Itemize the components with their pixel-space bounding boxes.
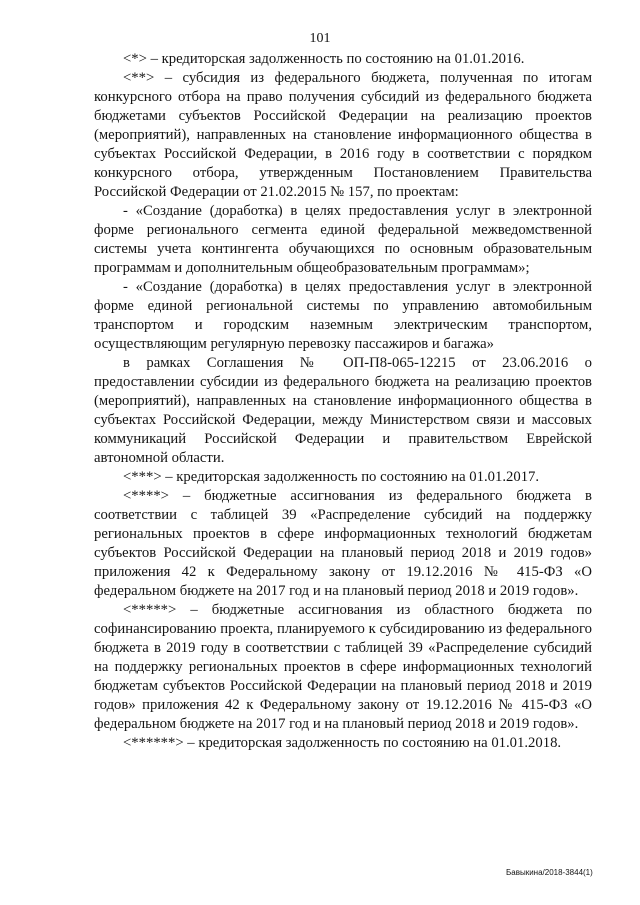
document-code: Бавыкина/2018-3844(1) <box>506 868 593 877</box>
footnote-1: <*> – кредиторская задолженность по состоянию на 01.01.2016. <box>123 51 525 67</box>
footnote-3: <***> – кредиторская задолженность по состоянию на 01.01.2017. <box>123 469 540 485</box>
footnote-6: <******> – кредиторская задолженность по состоянию на 01.01.2018. <box>123 735 562 751</box>
document-body <box>94 50 592 753</box>
page-number: 101 <box>309 31 331 46</box>
footnote-2: <**> – субсидия из федерального бюджета, полученная по итогам конкурсного отбора на право получения субсидий из федерального бюджета бюджетами субъектов Российской Федерации на реализацию проектов (мероприятий), направленных на становление информационного общества в субъектах Российской Федерации, в 2016 году в соответствии с порядком конкурсного отбора, утвержденным Постановлением Правительства Российской Федерации от 21.02.2015 № 157, по проектам: <box>94 70 592 200</box>
project-item-1: - «Создание (доработка) в целях предоставления услуг в электронной форме регионального сегмента единой федеральной межведомственной системы учета контингента обучающихся по основным образовательным программам и дополнительным общеобразовательным программам»; <box>94 203 592 276</box>
footnote-4: <****> – бюджетные ассигнования из федерального бюджета в соответствии с таблицей 39 «Распределение субсидий на поддержку региональных проектов в сфере информационных технологий бюджетам субъектов Российской Федерации на плановый период 2018 и 2019 годов» приложения 42 к Федеральному закону от 19.12.2016 № 415-ФЗ «О федеральном бюджете на 2017 год и на плановый период 2018 и 2019 годов». <box>94 488 592 599</box>
project-item-2: - «Создание (доработка) в целях предоставления услуг в электронной форме единой региональной системы по управлению автомобильным транспортом и городским наземным электрическим транспортом, осуществляющим регулярную перевозку пассажиров и багажа» <box>94 279 592 352</box>
footnote-5: <*****> – бюджетные ассигнования из областного бюджета по софинансированию проекта, планируемого к субсидированию из федерального бюджета в 2019 году в соответствии с таблицей 39 «Распределение субсидий на поддержку региональных проектов в сфере информационных технологий бюджетам субъектов Российской Федерации на плановый период 2018 и 2019 годов» приложения 42 к Федеральному закону от 19.12.2016 № 415-ФЗ «О федеральном бюджете на 2017 год и на плановый период 2018 и 2019 годов». <box>94 602 592 732</box>
agreement-paragraph: в рамках Соглашения № ОП-П8-065-12215 от 23.06.2016 о предоставлении субсидии из федерального бюджета на реализацию проектов (мероприятий), направленных на становление информационного общества в субъектах Российской Федерации, между Министерством связи и массовых коммуникаций Российской Федерации и правительством Еврейской автономной области. <box>94 355 592 466</box>
